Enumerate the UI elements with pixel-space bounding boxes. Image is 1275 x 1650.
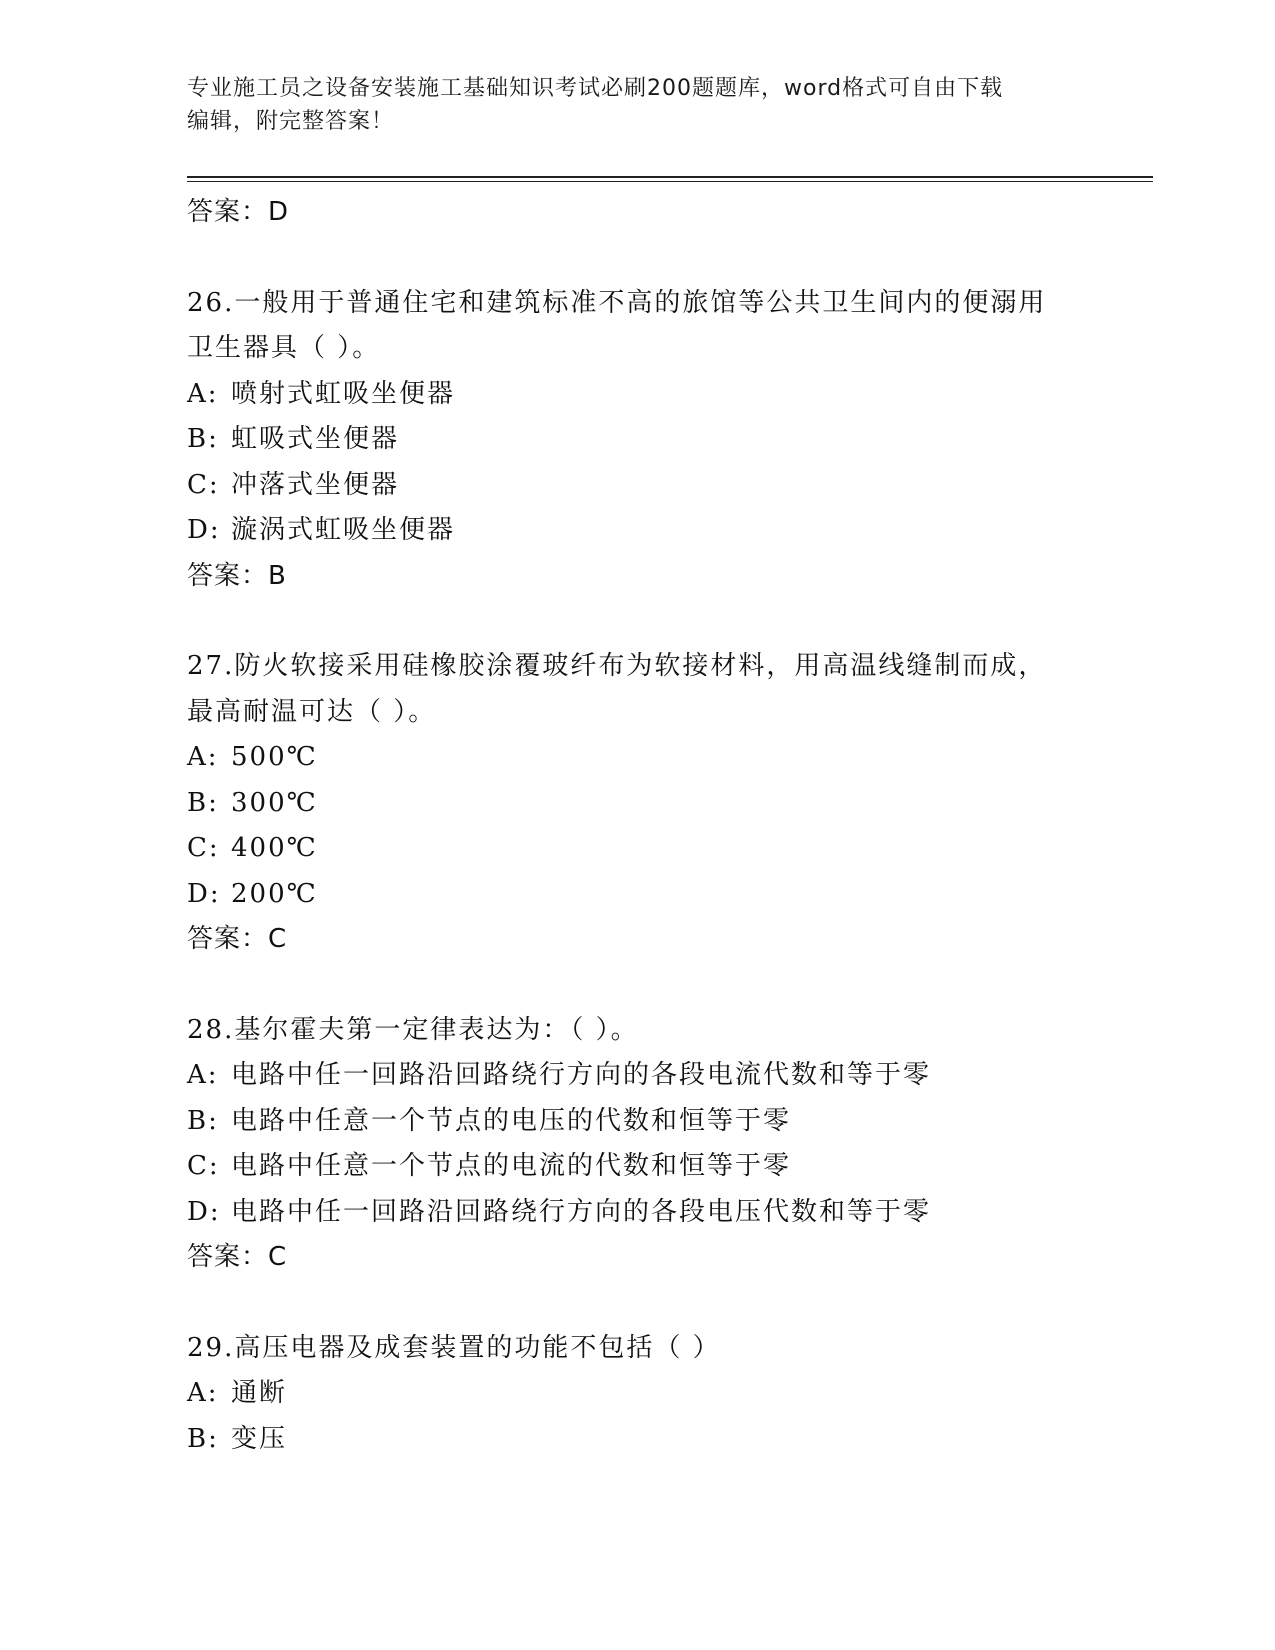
- option-a: [187, 1053, 1087, 1099]
- option-text: 漩涡式虹吸坐便器: [231, 515, 456, 545]
- option-d: [187, 1190, 1087, 1236]
- option-key: A:: [187, 378, 219, 409]
- option-text: 200℃: [231, 878, 318, 909]
- option-key: D:: [187, 515, 221, 545]
- option-text: 冲落式坐便器: [231, 469, 400, 500]
- previous-answer: 答案：D: [187, 197, 290, 227]
- option-text: 电路中任意一个节点的电压的代数和恒等于零: [231, 1105, 792, 1136]
- question-stem: 29.高压电器及成套装置的功能不包括（ ）: [187, 1332, 721, 1363]
- question-27: [187, 644, 1087, 963]
- option-b: [187, 1099, 1087, 1145]
- option-c: [187, 1144, 1087, 1190]
- option-c: [187, 463, 1087, 509]
- option-key: D:: [187, 878, 221, 909]
- option-a: [187, 735, 1087, 781]
- option-b: [187, 1417, 1087, 1463]
- page-header: [187, 72, 1067, 138]
- option-d: [187, 872, 1087, 918]
- option-text: 500℃: [231, 742, 318, 772]
- option-text: 400℃: [231, 833, 318, 863]
- option-text: 喷射式虹吸坐便器: [231, 378, 456, 409]
- option-text: 虹吸式坐便器: [231, 424, 400, 454]
- option-key: D:: [187, 1196, 221, 1227]
- option-key: C:: [187, 833, 220, 863]
- question-stem: 26.一般用于普通住宅和建筑标准不高的旅馆等公共卫生间内的便溺用: [187, 287, 1047, 318]
- header-title-line2: 编辑，附完整答案！: [187, 109, 395, 134]
- question-stem: 28.基尔霍夫第一定律表达为：（ ）。: [187, 1014, 639, 1045]
- question-stem: 27.防火软接采用硅橡胶涂覆玻纤布为软接材料，用高温线缝制而成，: [187, 651, 1047, 681]
- option-key: C:: [187, 1151, 220, 1181]
- option-key: B:: [187, 1105, 219, 1136]
- option-a: [187, 1371, 1087, 1417]
- question-29: [187, 1326, 1087, 1463]
- option-key: A:: [187, 1378, 219, 1408]
- option-d: [187, 508, 1087, 554]
- option-b: [187, 781, 1087, 827]
- option-key: B:: [187, 1423, 219, 1454]
- question-list: [187, 190, 1087, 1462]
- answer: 答案：C: [187, 1242, 288, 1272]
- answer: 答案：C: [187, 924, 288, 954]
- option-text: 通断: [231, 1378, 288, 1408]
- header-title-line1: 专业施工员之设备安装施工基础知识考试必刷200题题库，word格式可自由下载: [187, 76, 1004, 101]
- option-a: [187, 372, 1087, 418]
- option-c: [187, 826, 1087, 872]
- option-key: A:: [187, 742, 219, 772]
- option-key: C:: [187, 469, 220, 500]
- question-26: [187, 281, 1087, 600]
- option-text: 电路中任一回路沿回路绕行方向的各段电流代数和等于零: [231, 1060, 932, 1090]
- option-b: [187, 417, 1087, 463]
- header-divider-thick: [187, 176, 1153, 178]
- question-28: [187, 1008, 1087, 1281]
- answer: 答案：B: [187, 560, 287, 591]
- option-key: A:: [187, 1060, 219, 1090]
- option-key: B:: [187, 424, 219, 454]
- option-text: 变压: [231, 1423, 288, 1454]
- option-text: 电路中任一回路沿回路绕行方向的各段电压代数和等于零: [231, 1196, 932, 1227]
- option-text: 电路中任意一个节点的电流的代数和恒等于零: [231, 1151, 792, 1181]
- header-divider-thin: [187, 181, 1153, 182]
- question-stem-continued: 卫生器具（ ）。: [187, 333, 381, 363]
- option-key: B:: [187, 787, 219, 818]
- question-stem-continued: 最高耐温可达（ ）。: [187, 696, 437, 727]
- option-text: 300℃: [231, 787, 318, 818]
